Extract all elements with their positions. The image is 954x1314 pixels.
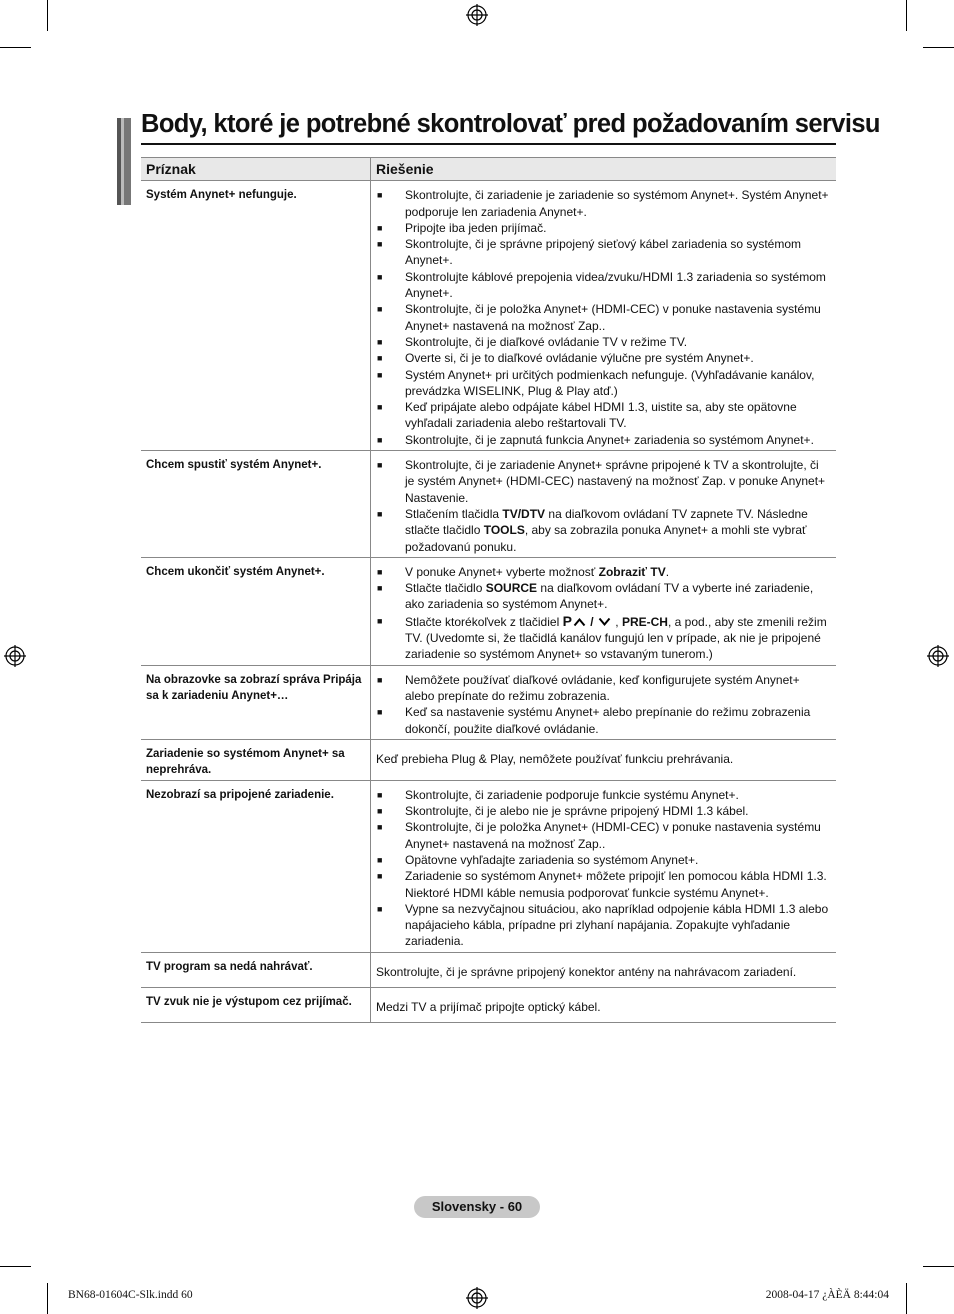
- list-item: ■ Skontrolujte, či je položka Anynet+ (HDMI-CEC) v ponuke nastavenia systému Anynet+ nastavená na možnosť Zap..: [376, 301, 831, 334]
- table-row: [141, 739, 836, 780]
- list-item: ■ Vypne sa nezvyčajnou situáciou, ako napríklad odpojenie kábla HDMI 1.3 alebo napájacieho kábla, prípadne pri zlyhaní napájania. Zopakujte vyhľadanie zariadenia.: [376, 901, 831, 950]
- solution-text: Skontrolujte, či je správne pripojený konektor antény na nahrávacom zariadení.: [376, 964, 797, 979]
- list-item: [376, 613, 831, 663]
- solution-list: [376, 457, 831, 555]
- list-item: ■ Pripojte iba jeden prijímač.: [376, 220, 831, 236]
- list-item: ■ Skontrolujte, či zariadenie podporuje funkcie systému Anynet+.: [376, 787, 831, 803]
- solution-text: Keď prebieha Plug & Play, nemôžete používať funkciu prehrávania.: [376, 751, 734, 766]
- key-label: TOOLS: [483, 523, 525, 538]
- solution-list: [376, 187, 831, 448]
- list-item: ■ Skontrolujte, či je zariadenie Anynet+ správne pripojené k TV a skontrolujte, či je systém Anynet+ (HDMI-CEC) nastavený na možnosť Zap. v ponuke Anynet+ Nastavenie.: [376, 457, 831, 506]
- solution-cell: [371, 181, 837, 451]
- symptom-cell: Zariadenie so systémom Anynet+ sa neprehráva.: [141, 739, 371, 780]
- text-run: /: [586, 614, 597, 629]
- list-item: ■ Keď sa nastavenie systému Anynet+ alebo prepínanie do režimu zobrazenia dokončí, použite diaľkové ovládanie.: [376, 704, 831, 737]
- section-side-bar: [117, 118, 131, 205]
- text-run: , aby sa zobrazila ponuka Anynet+ a mohli ste vybrať požadovanú ponuku.: [405, 523, 807, 554]
- list-item: ■ Overte si, či je to diaľkové ovládanie výlučne pre systém Anynet+.: [376, 350, 831, 366]
- crop-mark: [47, 0, 48, 31]
- crop-mark: [906, 1283, 907, 1314]
- symptom-cell: Nezobrazí sa pripojené zariadenie.: [141, 780, 371, 952]
- solution-cell: [371, 988, 837, 1023]
- table-row: [141, 557, 836, 665]
- chevron-up-icon: [573, 617, 586, 627]
- list-item: ■ Skontrolujte, či je diaľkové ovládanie TV v režime TV.: [376, 334, 831, 350]
- list-item: [376, 564, 831, 580]
- symptom-cell: Systém Anynet+ nefunguje.: [141, 181, 371, 451]
- key-label: TV/DTV: [502, 506, 546, 521]
- crop-mark: [923, 1266, 954, 1267]
- symptom-cell: Chcem ukončiť systém Anynet+.: [141, 557, 371, 665]
- table-header-row: [141, 158, 836, 181]
- table-row: [141, 952, 836, 987]
- crop-mark: [0, 1266, 31, 1267]
- solution-list: [376, 672, 831, 737]
- solution-cell: [371, 739, 837, 780]
- solution-list: [376, 787, 831, 950]
- registration-mark-icon: [466, 1287, 488, 1309]
- list-item: ■ Opätovne vyhľadajte zariadenia so systémom Anynet+.: [376, 852, 831, 868]
- text-run: Stlačte ktorékoľvek z tlačidiel: [405, 614, 563, 629]
- crop-mark: [47, 1283, 48, 1314]
- text-run: , a pod., aby ste zmenili režim TV. (Uvedomte si, že tlačidlá kanálov fungujú len v prípade, ak nie je pripojené zariadenie so systémom Anynet+ so vstavaným tunerom.): [405, 614, 827, 662]
- crop-mark: [906, 0, 907, 31]
- header-symptom: Príznak: [141, 158, 371, 181]
- text-run: .: [665, 564, 670, 579]
- list-item: ■ Skontrolujte, či je alebo nie je správne pripojený HDMI 1.3 kábel.: [376, 803, 831, 819]
- table-row: [141, 451, 836, 558]
- table-row: [141, 988, 836, 1023]
- file-info: BN68-01604C-Slk.indd 60: [68, 1289, 193, 1301]
- list-item: ■ Nemôžete používať diaľkové ovládanie, keď konfigurujete systém Anynet+ alebo prepínate do režimu zobrazenia.: [376, 672, 831, 705]
- registration-mark-icon: [466, 4, 488, 26]
- text-run: Stlačte tlačidlo: [405, 581, 486, 596]
- key-label: SOURCE: [485, 581, 538, 596]
- list-item: ■ Skontrolujte, či je zapnutá funkcia Anynet+ zariadenia so systémom Anynet+.: [376, 432, 831, 448]
- list-item: [376, 580, 831, 613]
- text-run: na diaľkovom ovládaní TV a vyberte iné zariadenie, ako zariadenia so systémom Anynet+.: [405, 581, 814, 612]
- table-row: [141, 780, 836, 952]
- key-label: PRE-CH: [621, 614, 668, 629]
- crop-mark: [923, 47, 954, 48]
- table-row: [141, 665, 836, 739]
- list-item: [376, 506, 831, 555]
- list-item: ■ Systém Anynet+ pri určitých podmienkach nefunguje. (Vyhľadávanie kanálov, prevádzka WISELINK, Plug & Play atď.): [376, 367, 831, 400]
- solution-cell: [371, 451, 837, 558]
- symptom-cell: TV program sa nedá nahrávať.: [141, 952, 371, 987]
- header-solution: Riešenie: [371, 158, 837, 181]
- symptom-cell: Na obrazovke sa zobrazí správa Pripája sa k zariadeniu Anynet+…: [141, 665, 371, 739]
- menu-label: Zobraziť TV: [598, 564, 666, 579]
- solution-cell: [371, 665, 837, 739]
- page-title: Body, ktoré je potrebné skontrolovať pred požadovaním servisu: [141, 110, 836, 145]
- symptom-cell: Chcem spustiť systém Anynet+.: [141, 451, 371, 558]
- text-run: V ponuke Anynet+ vyberte možnosť: [405, 564, 599, 579]
- key-label: P: [562, 612, 572, 629]
- text-run: na diaľkovom ovládaní TV zapnete TV. Následne stlačte tlačidlo: [405, 506, 808, 538]
- solution-cell: [371, 557, 837, 665]
- list-item: ■ Skontrolujte káblové prepojenia videa/zvuku/HDMI 1.3 zariadenia so systémom Anynet+.: [376, 269, 831, 302]
- list-item: ■ Keď pripájate alebo odpájate kábel HDMI 1.3, uistite sa, aby ste opätovne vyhľadali zariadenia alebo reštartovali TV.: [376, 399, 831, 432]
- list-item: ■ Zariadenie so systémom Anynet+ môžete pripojiť len pomocou kábla HDMI 1.3. Niektoré HDMI káble nemusia podporovať funkcie systému Anynet+.: [376, 868, 831, 901]
- list-item: ■ Skontrolujte, či zariadenie je zariadenie so systémom Anynet+. Systém Anynet+ podporuje len zariadenia Anynet+.: [376, 187, 831, 220]
- solution-cell: [371, 952, 837, 987]
- solution-text: Medzi TV a prijímač pripojte optický kábel.: [376, 1000, 601, 1015]
- troubleshooting-table: [141, 157, 836, 1023]
- text-run: Stlačením tlačidla: [405, 506, 503, 521]
- chevron-down-icon: [598, 617, 611, 627]
- solution-list: [376, 564, 831, 663]
- registration-mark-icon: [927, 645, 949, 667]
- list-item: ■ Skontrolujte, či je správne pripojený sieťový kábel zariadenia so systémom Anynet+.: [376, 236, 831, 269]
- solution-cell: [371, 780, 837, 952]
- table-row: [141, 181, 836, 451]
- print-date: 2008-04-17 ¿ÀÈÄ 8:44:04: [765, 1289, 889, 1301]
- page-number-label: Slovensky - 60: [414, 1196, 540, 1218]
- text-run: ,: [611, 614, 622, 629]
- crop-mark: [0, 47, 31, 48]
- registration-mark-icon: [4, 645, 26, 667]
- symptom-cell: TV zvuk nie je výstupom cez prijímač.: [141, 988, 371, 1023]
- list-item: ■ Skontrolujte, či je položka Anynet+ (HDMI-CEC) v ponuke nastavenia systému Anynet+ nastavená na možnosť Zap..: [376, 819, 831, 852]
